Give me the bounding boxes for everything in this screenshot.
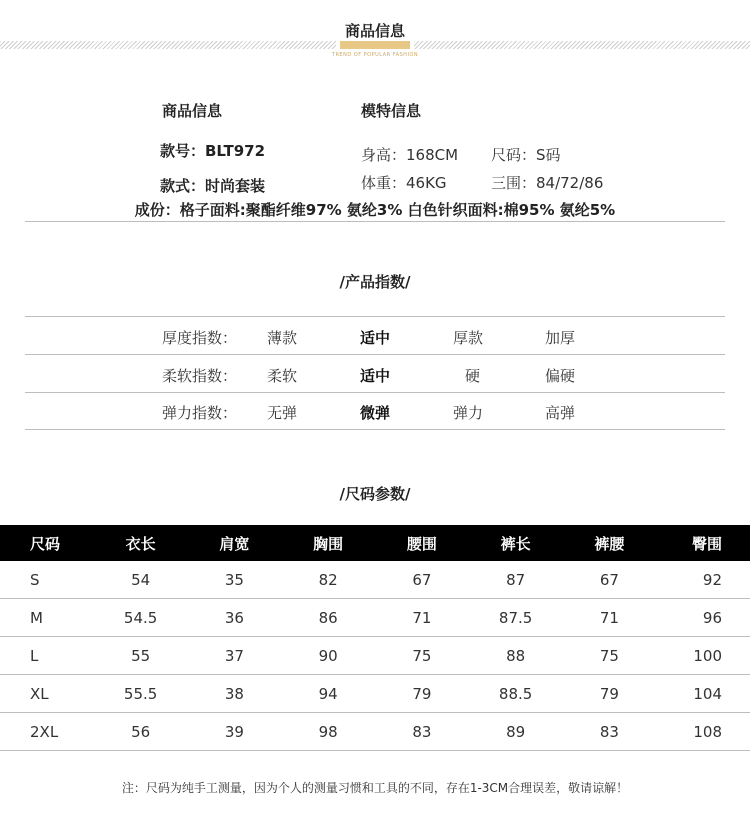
table-cell: 35 (188, 561, 282, 599)
indices-section-title: /产品指数/ (339, 273, 411, 291)
model-height: 身高：168CM (361, 146, 459, 164)
model-measurements: 三围：84/72/86 (491, 174, 604, 192)
column-header: 腰围 (375, 525, 469, 561)
table-cell: S (0, 561, 94, 599)
table-cell: M (0, 599, 94, 637)
table-cell: 83 (375, 713, 469, 751)
table-row (0, 599, 750, 637)
style-type: 款式：时尚套装 (160, 177, 266, 195)
index-option: 偏硬 (545, 367, 576, 385)
table-cell: 90 (281, 637, 375, 675)
table-cell: 75 (563, 637, 657, 675)
index-label: 弹力指数： (162, 404, 238, 422)
table-row (0, 637, 750, 675)
product-info-heading: 商品信息 (162, 102, 223, 120)
model-weight: 体重：46KG (361, 174, 447, 192)
column-header: 肩宽 (188, 525, 282, 561)
table-cell: 75 (375, 637, 469, 675)
table-cell: 54.5 (94, 599, 188, 637)
table-cell: 89 (469, 713, 563, 751)
table-cell: XL (0, 675, 94, 713)
table-cell: 67 (375, 561, 469, 599)
index-option: 硬 (465, 367, 481, 385)
table-cell: 94 (281, 675, 375, 713)
table-cell: 56 (94, 713, 188, 751)
title-accent-bar (340, 41, 410, 49)
column-header: 裤长 (469, 525, 563, 561)
table-cell: 96 (656, 599, 750, 637)
table-cell: 2XL (0, 713, 94, 751)
table-cell: 86 (281, 599, 375, 637)
size-section-title: /尺码参数/ (339, 485, 411, 503)
table-cell: 36 (188, 599, 282, 637)
table-cell: 88 (469, 637, 563, 675)
table-cell: 37 (188, 637, 282, 675)
fabric-composition: 成份：格子面料:聚酯纤维97% 氨纶3% 白色针织面料:棉95% 氨纶5% (134, 201, 616, 219)
index-option: 薄款 (267, 329, 298, 347)
table-cell: 67 (563, 561, 657, 599)
size-table (0, 525, 750, 751)
model-size: 尺码：S码 (491, 146, 561, 164)
table-row (0, 675, 750, 713)
index-option: 无弹 (267, 404, 298, 422)
table-cell: 39 (188, 713, 282, 751)
header-hatch-right (414, 41, 750, 49)
index-row-thickness (25, 317, 725, 354)
table-cell: 79 (375, 675, 469, 713)
size-table-header (0, 525, 750, 561)
index-option: 高弹 (545, 404, 576, 422)
index-option-selected: 适中 (360, 367, 391, 385)
table-cell: 87 (469, 561, 563, 599)
column-header: 胸围 (281, 525, 375, 561)
index-option: 厚款 (453, 329, 484, 347)
table-cell: 104 (656, 675, 750, 713)
index-label: 柔软指数： (162, 367, 238, 385)
table-row (0, 561, 750, 599)
index-label: 厚度指数： (162, 329, 238, 347)
table-cell: 98 (281, 713, 375, 751)
column-header: 衣长 (94, 525, 188, 561)
table-row (0, 713, 750, 751)
page-subtitle: TREND OF POPULAR FASHION (331, 52, 419, 58)
index-option: 加厚 (545, 329, 576, 347)
divider (25, 429, 725, 430)
table-cell: L (0, 637, 94, 675)
index-row-softness (25, 355, 725, 392)
index-option: 柔软 (267, 367, 298, 385)
column-header: 臀围 (656, 525, 750, 561)
column-header: 尺码 (0, 525, 94, 561)
table-cell: 71 (375, 599, 469, 637)
table-cell: 55.5 (94, 675, 188, 713)
table-cell: 55 (94, 637, 188, 675)
table-cell: 79 (563, 675, 657, 713)
table-cell: 83 (563, 713, 657, 751)
table-cell: 108 (656, 713, 750, 751)
index-option: 弹力 (453, 404, 484, 422)
table-cell: 54 (94, 561, 188, 599)
column-header: 裤腰 (563, 525, 657, 561)
measurement-note: 注：尺码为纯手工测量，因为个人的测量习惯和工具的不同，存在1-3CM合理误差，敬请谅解！ (121, 781, 629, 795)
table-cell: 38 (188, 675, 282, 713)
header-hatch-left (0, 41, 336, 49)
index-option-selected: 适中 (360, 329, 391, 347)
index-row-elasticity (25, 392, 725, 429)
table-cell: 87.5 (469, 599, 563, 637)
table-cell: 100 (656, 637, 750, 675)
page-title: 商品信息 (344, 22, 405, 40)
table-cell: 88.5 (469, 675, 563, 713)
table-cell: 71 (563, 599, 657, 637)
table-cell: 82 (281, 561, 375, 599)
model-info-heading: 模特信息 (361, 102, 422, 120)
style-number: 款号：BLT972 (160, 142, 266, 160)
index-option-selected: 微弹 (360, 404, 391, 422)
table-cell: 92 (656, 561, 750, 599)
divider (25, 221, 725, 222)
